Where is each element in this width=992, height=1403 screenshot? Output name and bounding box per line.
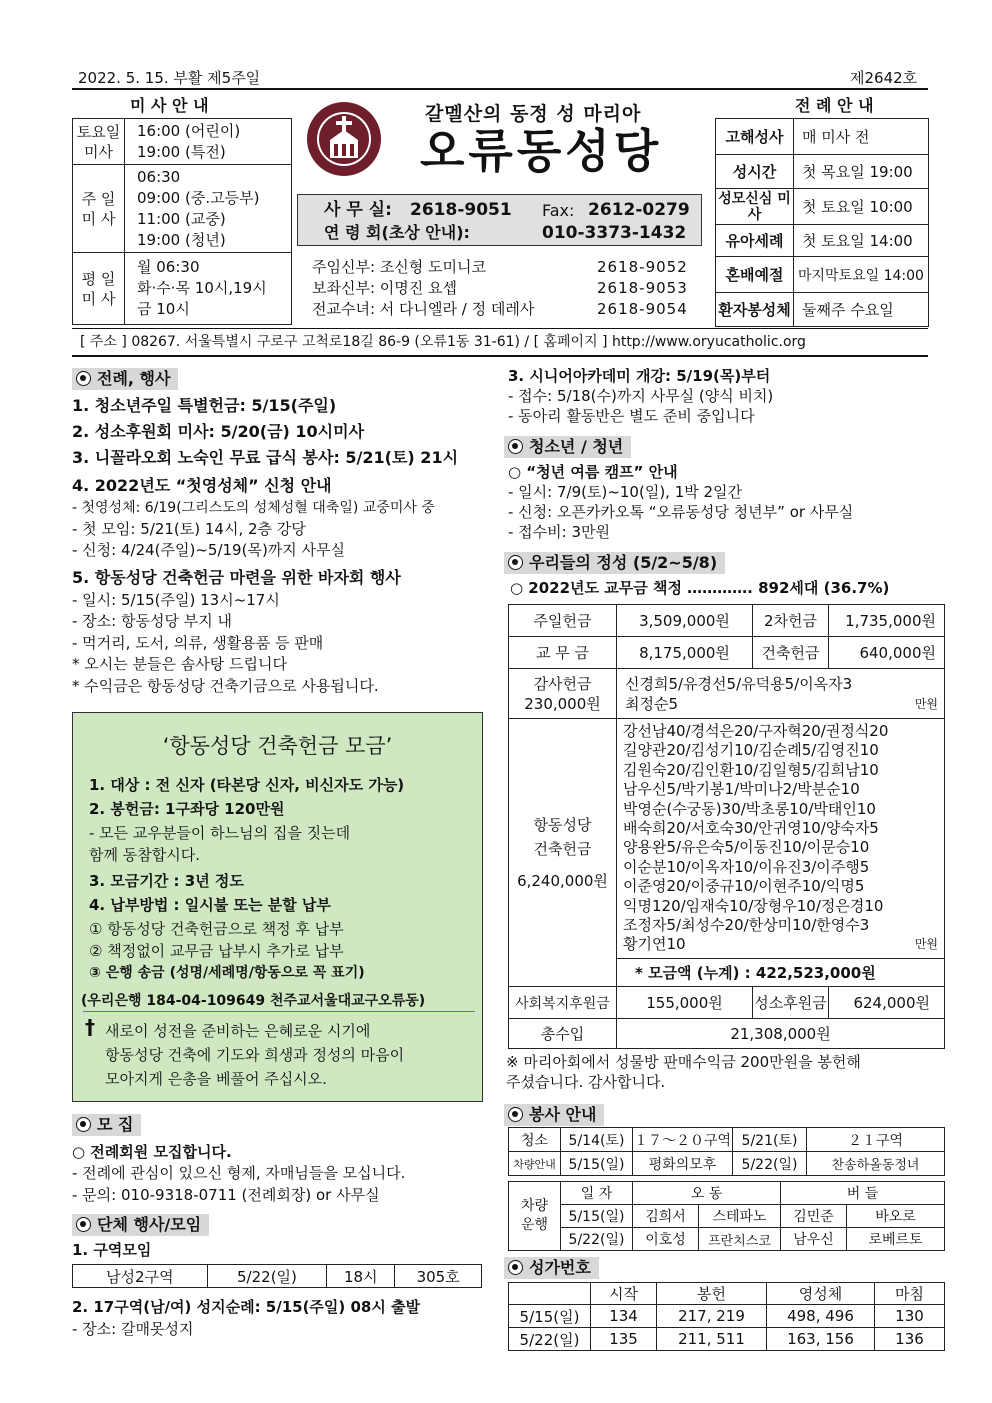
service-cell: 5/21(토) bbox=[733, 1128, 807, 1152]
bullet-icon bbox=[76, 1217, 91, 1232]
thanks-names: 신경희5/유경선5/유덕용5/이옥자3 bbox=[625, 674, 853, 693]
offering-table bbox=[508, 604, 945, 1049]
fund-line: - 모든 교우분들이 하느님의 집을 짓는데 bbox=[89, 824, 351, 842]
event-detail: - 첫영성체: 6/19(그리스도의 성체성혈 대축일) 교중미사 중 bbox=[72, 500, 435, 516]
section-title: 봉사 안내 bbox=[529, 1105, 597, 1124]
bullet-icon bbox=[508, 439, 523, 454]
rite-value: 첫 토요일 14:00 bbox=[794, 225, 929, 257]
funeral-phone: 010-3373-1432 bbox=[542, 223, 687, 243]
hymn-cell: 135 bbox=[591, 1328, 657, 1351]
hang-amount: 6,240,000원 bbox=[517, 871, 608, 890]
hymn-cell: 136 bbox=[875, 1328, 945, 1351]
drive-cell: 5/15(일) bbox=[561, 1205, 633, 1228]
rite-value: 마지막토요일 14:00 bbox=[794, 257, 929, 293]
event-detail: - 첫 모임: 5/21(토) 14시, 2층 강당 bbox=[72, 520, 306, 538]
rite-value: 둘째주 수요일 bbox=[794, 293, 929, 327]
pledge-line: ○ 2022년도 교무금 책정 …………. 892세대 (36.7%) bbox=[510, 579, 890, 597]
drive-cell: 바오로 bbox=[847, 1205, 945, 1228]
donor-line: 이준영20/이중규10/이현주10/익명5 bbox=[623, 877, 865, 896]
offering-cell: 성소후원금 bbox=[753, 987, 829, 1019]
donor-line: 배숙희20/서호숙30/안귀영10/양숙자5 bbox=[623, 819, 879, 838]
section-title: 전례, 행사 bbox=[97, 369, 171, 388]
mass-label: 미 사 bbox=[81, 289, 116, 308]
church-subtitle: 갈멜산의 동정 성 마리아 bbox=[425, 103, 642, 125]
offering-cell: 21,308,000원 bbox=[617, 1019, 945, 1049]
drive-cell: 김희서 bbox=[633, 1205, 699, 1228]
fund-line: 2. 봉헌금: 1구좌당 120만원 bbox=[89, 800, 285, 818]
fund-line: ① 항동성당 건축헌금으로 책정 후 납부 bbox=[89, 920, 344, 938]
service-cell: 5/15(일) bbox=[561, 1152, 633, 1176]
group-table bbox=[72, 1264, 482, 1288]
rite-label: 혼배예절 bbox=[716, 257, 794, 293]
staff-role: 주임신부: 조신형 도미니코 bbox=[312, 258, 486, 276]
donor-line: 조정자5/최성수20/한상미10/한영수3 bbox=[623, 916, 870, 935]
group-cell: 305호 bbox=[395, 1265, 482, 1288]
rite-label: 유아세례 bbox=[716, 225, 794, 257]
staff-role: 보좌신부: 이명진 요셉 bbox=[312, 279, 458, 297]
drive-cell: 로베르토 bbox=[847, 1228, 945, 1251]
offering-cell: 624,000원 bbox=[829, 987, 945, 1019]
church-logo bbox=[305, 100, 383, 178]
fund-line: ③ 은행 송금 (성명/세례명/항동으로 꼭 표기) bbox=[89, 965, 365, 981]
donor-line: 익명120/임재숙10/장형우10/정은경10 bbox=[623, 896, 884, 915]
note-line: ※ 마리아회에서 성물방 판매수익금 200만원을 봉헌해 bbox=[506, 1053, 861, 1071]
hymn-cell: 498, 496 bbox=[767, 1305, 875, 1328]
address-line: [ 주소 ] 08267. 서울특별시 구로구 고척로18길 86-9 (오류1동 31-61) / [ 홈페이지 ] http://www.oryucatholic.org bbox=[80, 334, 806, 350]
rite-value: 첫 목요일 19:00 bbox=[794, 155, 929, 189]
mass-label: 미사 bbox=[84, 142, 113, 161]
hang-label: 건축헌금 bbox=[533, 839, 592, 858]
staff-phone: 2618-9054 bbox=[597, 300, 688, 318]
event-item: 1. 청소년주일 특별헌금: 5/15(주일) bbox=[72, 396, 337, 415]
rite-title: 전 례 안 내 bbox=[795, 96, 874, 115]
rite-label: 고해성사 bbox=[716, 119, 794, 155]
mass-label: 주 일 bbox=[81, 189, 116, 208]
fund-line: 함께 동참합시다. bbox=[89, 846, 200, 864]
fund-title: ‘항동성당 건축헌금 모금’ bbox=[162, 734, 393, 758]
service-cell: ２１구역 bbox=[807, 1128, 945, 1152]
youth-line: - 신청: 오픈카카오톡 “오류동성당 청년부” or 사무실 bbox=[508, 503, 854, 521]
service-table bbox=[508, 1127, 945, 1176]
staff-phone: 2618-9053 bbox=[597, 279, 688, 297]
recruit-line: - 전례에 관심이 있으신 형제, 자매님들을 모십니다. bbox=[72, 1164, 406, 1182]
section-hymns bbox=[504, 1257, 599, 1279]
offering-cell: 총수입 bbox=[509, 1019, 617, 1049]
mass-time: 16:00 (어린이) bbox=[137, 121, 241, 140]
section-title: 청소년 / 청년 bbox=[529, 437, 624, 456]
church-name: 오류동성당 bbox=[420, 124, 663, 178]
bullet-icon bbox=[508, 555, 523, 570]
mass-time: 11:00 (교중) bbox=[137, 209, 226, 228]
event-item: 3. 니꼴라오회 노숙인 무료 급식 봉사: 5/21(토) 21시 bbox=[72, 448, 459, 467]
bullet-icon bbox=[508, 1260, 523, 1275]
closing-line: 모아지게 은총을 베풀어 주십시오. bbox=[105, 1070, 327, 1088]
mass-time: 월 06:30 bbox=[137, 258, 200, 276]
service-cell: 차량안내 bbox=[509, 1152, 561, 1176]
hymn-head bbox=[509, 1283, 591, 1305]
office-box bbox=[297, 194, 702, 246]
office-phone-label: 사 무 실: bbox=[324, 200, 392, 220]
fax-number: 2612-0279 bbox=[588, 200, 690, 220]
bullet-icon bbox=[508, 1107, 523, 1122]
event-detail: - 먹거리, 도서, 의류, 생활용품 등 판매 bbox=[72, 634, 324, 652]
hymn-table bbox=[508, 1282, 945, 1351]
hang-label: 항동성당 bbox=[533, 815, 592, 834]
hymn-cell: 217, 219 bbox=[657, 1305, 767, 1328]
recruit-line: - 문의: 010-9318-0711 (전례회장) or 사무실 bbox=[72, 1186, 380, 1204]
funeral-label: 연 령 회(초상 안내): bbox=[324, 223, 470, 242]
section-liturgy bbox=[72, 368, 178, 390]
pilgrimage: 2. 17구역(남/여) 성지순례: 5/15(주일) 08시 출발 bbox=[72, 1298, 421, 1316]
offering-cell: 주일헌금 bbox=[509, 605, 617, 637]
mass-table bbox=[72, 118, 292, 325]
drive-head: 일 자 bbox=[561, 1182, 633, 1205]
thanks-amount: 230,000원 bbox=[524, 694, 601, 713]
donor-line: 이순분10/이옥자10/이유진3/이주행5 bbox=[623, 857, 870, 876]
drive-label: 차량 bbox=[520, 1198, 549, 1214]
staff-phone: 2618-9052 bbox=[597, 258, 688, 276]
section-title: 모 집 bbox=[97, 1115, 134, 1134]
closing-line: 새로이 성전을 준비하는 은혜로운 시기에 bbox=[105, 1022, 371, 1040]
offering-cell: 교 무 금 bbox=[509, 637, 617, 669]
unit-label: 만원 bbox=[914, 697, 938, 711]
mass-time: 09:00 (중.고등부) bbox=[137, 188, 260, 207]
offering-cell: 1,735,000원 bbox=[829, 605, 945, 637]
event-detail: - 일시: 5/15(주일) 13시~17시 bbox=[72, 591, 280, 609]
drive-label: 운행 bbox=[520, 1217, 549, 1233]
section-youth bbox=[504, 436, 631, 458]
service-cell: 찬송하올동정녀 bbox=[807, 1152, 945, 1176]
thanks-names: 최정순5 bbox=[625, 694, 679, 713]
hymn-cell: 5/15(일) bbox=[509, 1305, 591, 1328]
hymn-cell: 163, 156 bbox=[767, 1328, 875, 1351]
section-title: 단체 행사/모임 bbox=[97, 1215, 202, 1234]
mass-label: 평 일 bbox=[81, 269, 116, 288]
donor-line: 김원숙20/김인환10/김일형5/김희남10 bbox=[623, 760, 879, 779]
section-offering bbox=[504, 552, 725, 574]
drive-head: 오 동 bbox=[633, 1182, 781, 1205]
donor-line: 황기연10 bbox=[623, 935, 686, 954]
group-cell: 5/22(일) bbox=[207, 1265, 327, 1288]
donor-line: 남우신5/박기봉1/박미나2/박분순10 bbox=[623, 780, 860, 799]
church-seal-icon bbox=[305, 100, 383, 178]
offering-cell: 3,509,000원 bbox=[617, 605, 753, 637]
unit-label: 만원 bbox=[914, 936, 938, 951]
offering-cell: 2차헌금 bbox=[753, 605, 829, 637]
offering-cell: 640,000원 bbox=[829, 637, 945, 669]
mass-label: 미 사 bbox=[81, 209, 116, 228]
hymn-cell: 5/22(일) bbox=[509, 1328, 591, 1351]
mass-time: 19:00 (특전) bbox=[137, 142, 226, 161]
mass-label: 토요일 bbox=[76, 122, 121, 141]
drive-cell: 5/22(일) bbox=[561, 1228, 633, 1251]
group-cell: 남성2구역 bbox=[73, 1265, 208, 1288]
drive-cell: 프란치스코 bbox=[699, 1228, 781, 1251]
rite-value: 매 미사 전 bbox=[794, 119, 929, 155]
rite-value: 첫 토요일 10:00 bbox=[794, 189, 929, 225]
drive-cell: 김민준 bbox=[781, 1205, 847, 1228]
drive-cell: 남우신 bbox=[781, 1228, 847, 1251]
mass-time: 화·수·목 10시,19시 bbox=[137, 279, 267, 297]
offering-cell: 건축헌금 bbox=[753, 637, 829, 669]
group-cell: 18시 bbox=[327, 1265, 395, 1288]
senior-line: 3. 시니어아카데미 개강: 5/19(목)부터 bbox=[508, 367, 771, 385]
rites-table bbox=[715, 118, 929, 327]
event-detail: * 수익금은 항동성당 건축기금으로 사용됩니다. bbox=[72, 677, 379, 695]
staff-role: 전교수녀: 서 다니엘라 / 정 데레사 bbox=[312, 300, 535, 318]
issue-number: 제2642호 bbox=[850, 69, 918, 87]
fund-line: ② 책정없이 교무금 납부시 추가로 납부 bbox=[89, 942, 344, 960]
fax-label: Fax: bbox=[542, 201, 575, 220]
hymn-cell: 134 bbox=[591, 1305, 657, 1328]
section-service bbox=[504, 1104, 604, 1126]
senior-line: - 동아리 활동반은 별도 준비 중입니다 bbox=[508, 407, 755, 425]
donor-line: 양용완5/유은숙5/이동진10/이문승10 bbox=[623, 838, 870, 857]
closing-line: 항동성당 건축에 기도와 희생과 정성의 마음이 bbox=[105, 1046, 405, 1064]
note-line: 주셨습니다. 감사합니다. bbox=[506, 1073, 666, 1091]
bullet-icon bbox=[76, 1117, 91, 1132]
service-cell: 청소 bbox=[509, 1128, 561, 1152]
driving-table bbox=[508, 1181, 945, 1251]
service-cell: 5/22(일) bbox=[733, 1152, 807, 1176]
issue-date: 2022. 5. 15. 부활 제5주일 bbox=[78, 69, 261, 87]
event-detail: * 오시는 분들은 솜사탕 드립니다 bbox=[72, 655, 287, 673]
rite-label: 성시간 bbox=[716, 155, 794, 189]
offering-cell: 155,000원 bbox=[617, 987, 753, 1019]
pilgrimage-place: - 장소: 갈매못성지 bbox=[72, 1320, 194, 1338]
fund-line: 4. 납부방법 : 일시불 또는 분할 납부 bbox=[89, 896, 331, 914]
hymn-head: 시작 bbox=[591, 1283, 657, 1305]
hymn-cell: 211, 511 bbox=[657, 1328, 767, 1351]
youth-line: ○ “청년 여름 캠프” 안내 bbox=[508, 463, 678, 481]
event-item: 4. 2022년도 “첫영성체” 신청 안내 bbox=[72, 476, 332, 495]
donor-line: 박영순(수궁동)30/박초롱10/박태인10 bbox=[623, 799, 876, 818]
section-recruit bbox=[72, 1114, 141, 1136]
service-cell: 평화의모후 bbox=[633, 1152, 733, 1176]
donor-line: 강선남40/경석은20/구자혁20/권정식20 bbox=[623, 722, 889, 740]
offering-cell: 사회복지후원금 bbox=[509, 987, 617, 1019]
drive-head: 버 들 bbox=[781, 1182, 945, 1205]
event-detail: - 장소: 항동성당 부지 내 bbox=[72, 612, 232, 630]
drive-cell: 스테파노 bbox=[699, 1205, 781, 1228]
mass-title: 미 사 안 내 bbox=[130, 96, 209, 115]
bank-account: (우리은행 184-04-109649 천주교서울대교구오류동) bbox=[81, 993, 426, 1009]
event-detail: - 신청: 4/24(주일)~5/19(목)까지 사무실 bbox=[72, 541, 346, 559]
building-fund-box bbox=[72, 712, 483, 1102]
office-phone: 2618-9051 bbox=[410, 200, 512, 220]
bullet-icon bbox=[76, 371, 91, 386]
cross-icon: † bbox=[85, 1015, 95, 1039]
event-item: 5. 항동성당 건축헌금 마련을 위한 바자회 행사 bbox=[72, 568, 401, 587]
hymn-head: 마침 bbox=[875, 1283, 945, 1305]
donor-line: 길양관20/김성기10/김순례5/김영진10 bbox=[623, 741, 879, 760]
thanks-label: 감사헌금 bbox=[533, 674, 592, 693]
mass-time: 금 10시 bbox=[137, 300, 190, 318]
event-item: 2. 성소후원회 미사: 5/20(금) 10시미사 bbox=[72, 422, 365, 441]
hymn-head: 영성체 bbox=[767, 1283, 875, 1305]
recruit-line: ○ 전례회원 모집합니다. bbox=[72, 1143, 232, 1161]
service-cell: １７～２０구역 bbox=[633, 1128, 733, 1152]
youth-line: - 일시: 7/9(토)~10(일), 1박 2일간 bbox=[508, 483, 743, 501]
group-title: 1. 구역모임 bbox=[72, 1241, 152, 1259]
senior-line: - 접수: 5/18(수)까지 사무실 (양식 비치) bbox=[508, 387, 774, 405]
service-cell: 5/14(토) bbox=[561, 1128, 633, 1152]
rite-label: 환자봉성체 bbox=[716, 293, 794, 327]
rite-label: 성모신심 미사 bbox=[716, 189, 794, 225]
fund-line: 3. 모금기간 : 3년 정도 bbox=[89, 872, 244, 890]
section-title: 우리들의 정성 (5/2~5/8) bbox=[529, 553, 718, 572]
hymn-cell: 130 bbox=[875, 1305, 945, 1328]
section-groups bbox=[72, 1214, 209, 1236]
drive-cell: 이호성 bbox=[633, 1228, 699, 1251]
mass-time: 19:00 (청년) bbox=[137, 230, 226, 249]
youth-line: - 접수비: 3만원 bbox=[508, 523, 610, 541]
section-title: 성가번호 bbox=[529, 1258, 591, 1277]
total-raised: * 모금액 (누계) : 422,523,000원 bbox=[617, 959, 945, 987]
hymn-head: 봉헌 bbox=[657, 1283, 767, 1305]
offering-cell: 8,175,000원 bbox=[617, 637, 753, 669]
mass-time: 06:30 bbox=[137, 167, 181, 186]
fund-line: 1. 대상 : 전 신자 (타본당 신자, 비신자도 가능) bbox=[89, 776, 405, 794]
